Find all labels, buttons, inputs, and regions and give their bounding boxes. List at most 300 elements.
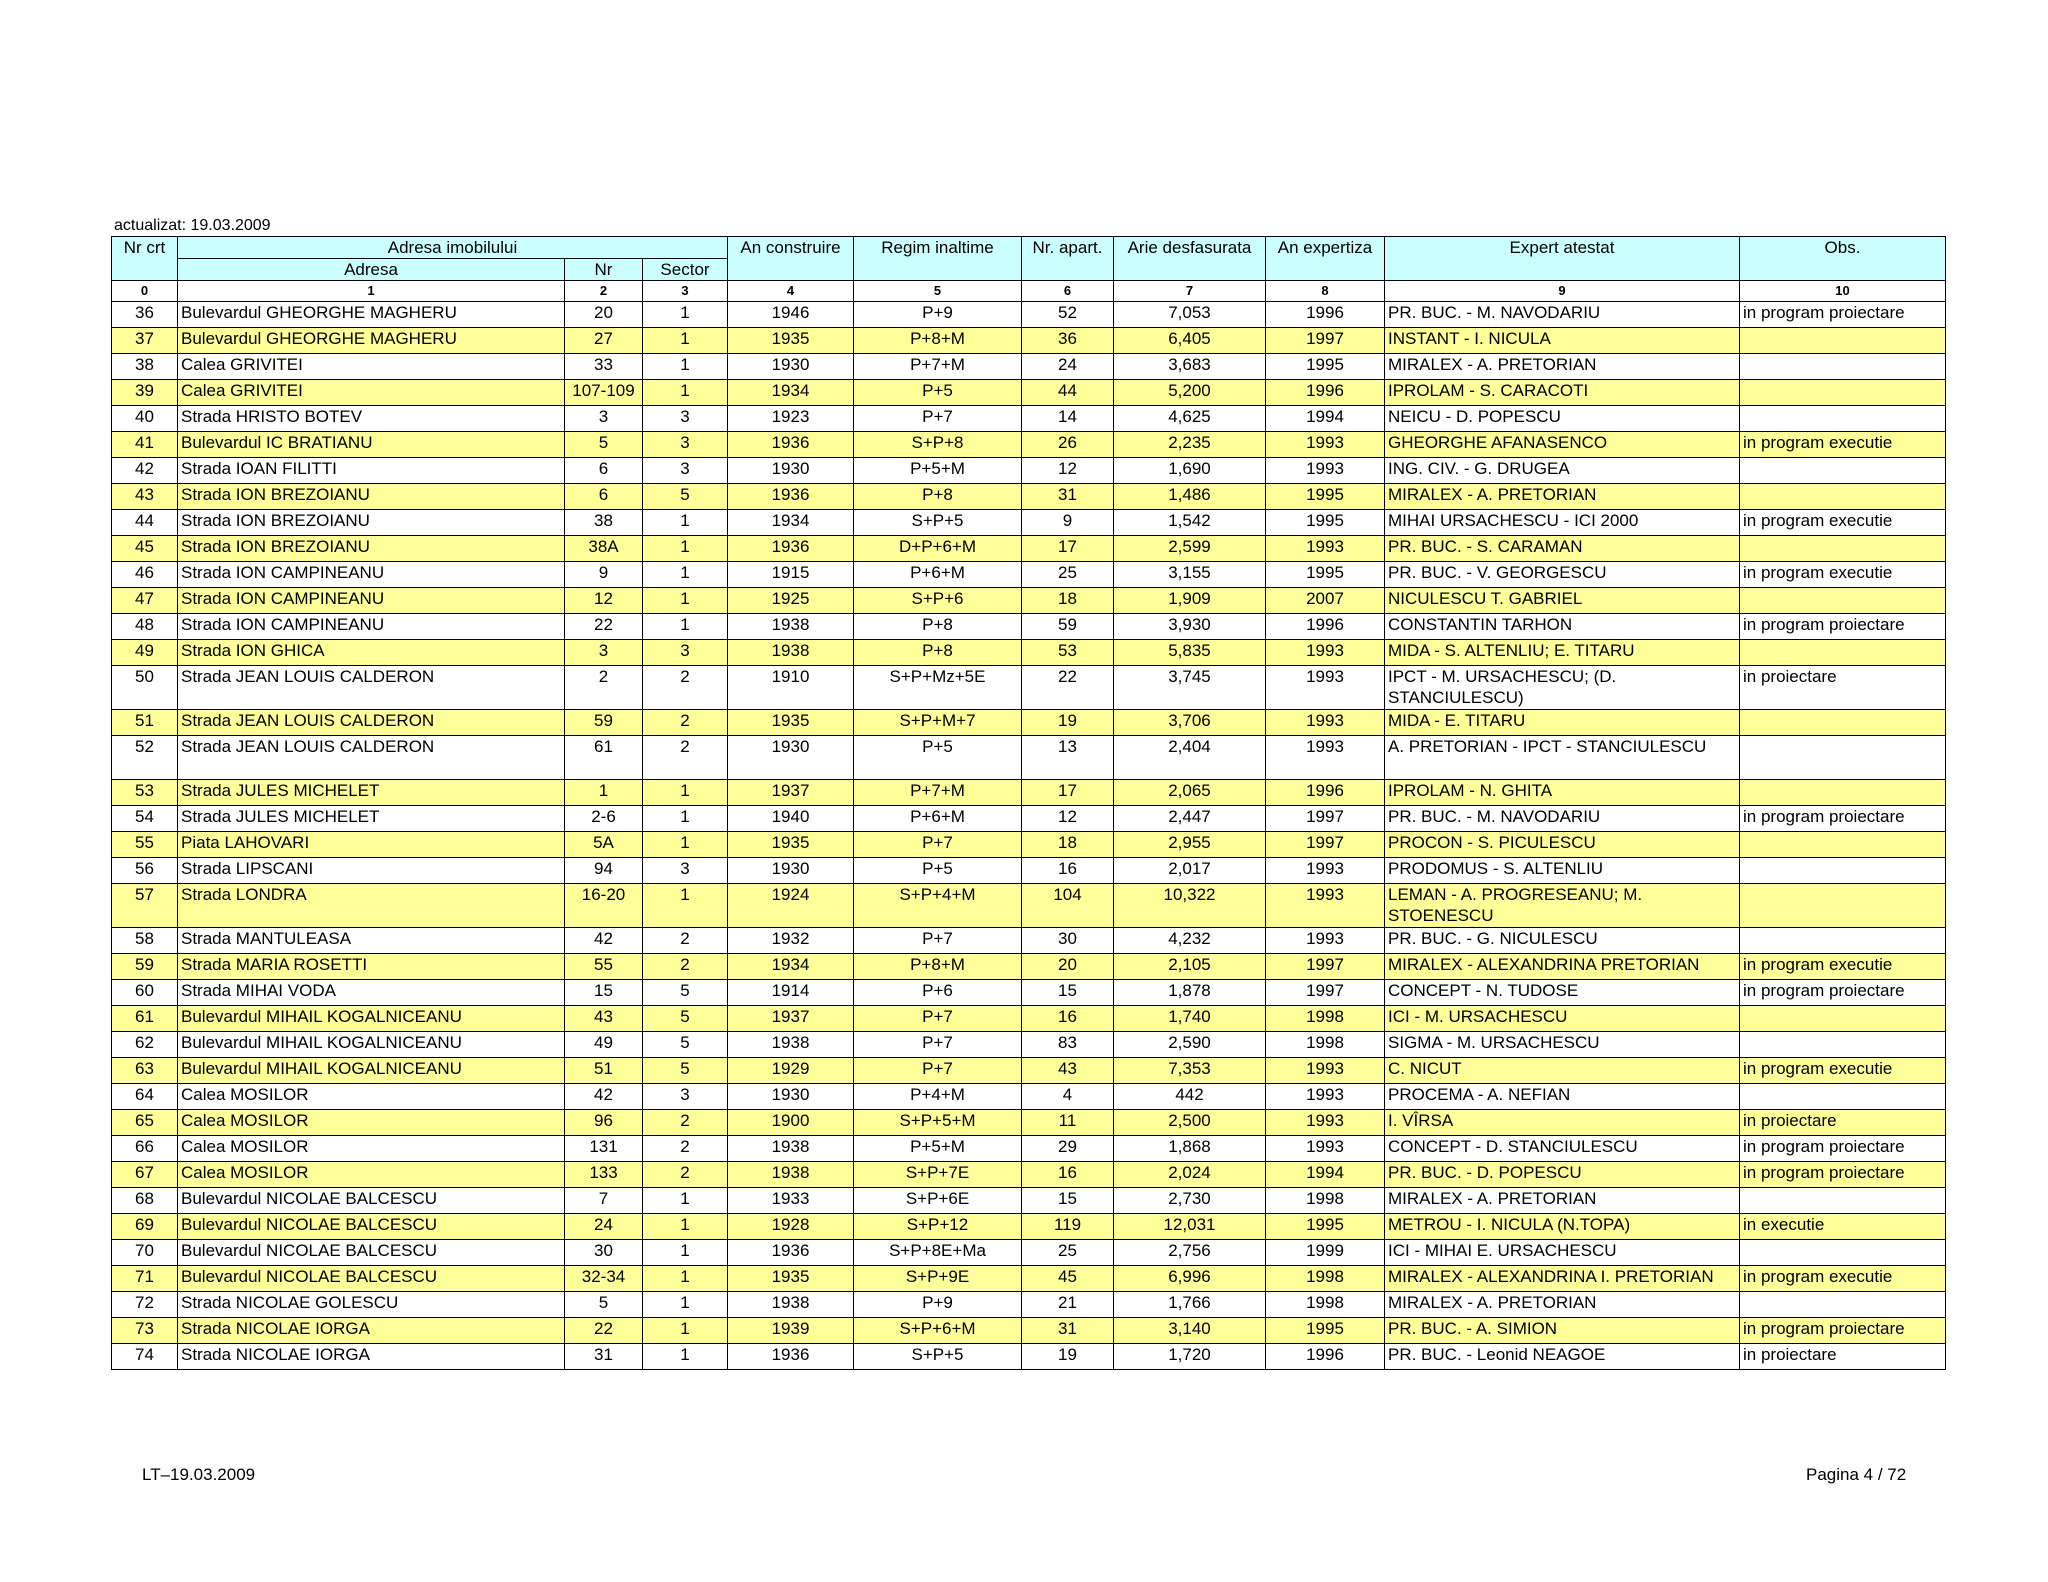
col-header-adresa-imobilului: Adresa imobilului xyxy=(178,237,728,259)
cell-nr-crt: 51 xyxy=(112,710,178,736)
cell-expert-atestat: IPCT - M. URSACHESCU; (D. STANCIULESCU) xyxy=(1385,666,1740,710)
cell-regim-inaltime: P+6 xyxy=(854,980,1022,1006)
cell-an-construire: 1930 xyxy=(728,1084,854,1110)
cell-nr-apart: 36 xyxy=(1022,328,1114,354)
cell-an-construire: 1938 xyxy=(728,1136,854,1162)
cell-an-expertiza: 1993 xyxy=(1266,1084,1385,1110)
cell-nr-apart: 16 xyxy=(1022,1162,1114,1188)
cell-adresa: Calea GRIVITEI xyxy=(178,354,565,380)
cell-expert-atestat: MIRALEX - ALEXANDRINA I. PRETORIAN xyxy=(1385,1266,1740,1292)
cell-an-construire: 1934 xyxy=(728,954,854,980)
cell-an-expertiza: 1997 xyxy=(1266,980,1385,1006)
cell-adresa: Strada IOAN FILITTI xyxy=(178,458,565,484)
cell-an-construire: 1938 xyxy=(728,1292,854,1318)
cell-arie-desfasurata: 1,766 xyxy=(1114,1292,1266,1318)
cell-adresa: Strada LIPSCANI xyxy=(178,858,565,884)
cell-adresa: Strada JEAN LOUIS CALDERON xyxy=(178,666,565,710)
cell-nr: 2 xyxy=(565,666,643,710)
cell-nr-crt: 73 xyxy=(112,1318,178,1344)
cell-nr: 7 xyxy=(565,1188,643,1214)
cell-nr-apart: 4 xyxy=(1022,1084,1114,1110)
cell-sector: 1 xyxy=(643,1214,728,1240)
cell-adresa: Calea MOSILOR xyxy=(178,1084,565,1110)
table-row xyxy=(112,1006,1946,1032)
cell-nr: 51 xyxy=(565,1058,643,1084)
cell-arie-desfasurata: 6,996 xyxy=(1114,1266,1266,1292)
cell-an-construire: 1936 xyxy=(728,1240,854,1266)
cell-obs: in program proiectare xyxy=(1740,1318,1946,1344)
cell-regim-inaltime: P+9 xyxy=(854,302,1022,328)
cell-an-expertiza: 1993 xyxy=(1266,884,1385,928)
cell-sector: 1 xyxy=(643,806,728,832)
cell-sector: 2 xyxy=(643,666,728,710)
cell-expert-atestat: PROCON - S. PICULESCU xyxy=(1385,832,1740,858)
cell-nr: 1 xyxy=(565,780,643,806)
cell-expert-atestat: PR. BUC. - G. NICULESCU xyxy=(1385,928,1740,954)
cell-adresa: Piata LAHOVARI xyxy=(178,832,565,858)
table-row xyxy=(112,328,1946,354)
cell-regim-inaltime: P+7 xyxy=(854,832,1022,858)
table-row xyxy=(112,780,1946,806)
cell-expert-atestat: GHEORGHE AFANASENCO xyxy=(1385,432,1740,458)
cell-arie-desfasurata: 442 xyxy=(1114,1084,1266,1110)
cell-expert-atestat: PR. BUC. - D. POPESCU xyxy=(1385,1162,1740,1188)
cell-an-construire: 1935 xyxy=(728,710,854,736)
cell-adresa: Strada ION CAMPINEANU xyxy=(178,562,565,588)
cell-regim-inaltime: S+P+5 xyxy=(854,1344,1022,1370)
cell-an-construire: 1923 xyxy=(728,406,854,432)
cell-arie-desfasurata: 1,720 xyxy=(1114,1344,1266,1370)
table-row xyxy=(112,354,1946,380)
table-row xyxy=(112,536,1946,562)
cell-expert-atestat: MIRALEX - A. PRETORIAN xyxy=(1385,484,1740,510)
cell-expert-atestat: MIDA - E. TITARU xyxy=(1385,710,1740,736)
cell-nr-crt: 40 xyxy=(112,406,178,432)
cell-nr: 22 xyxy=(565,1318,643,1344)
table-body xyxy=(112,302,1946,1370)
cell-nr-crt: 56 xyxy=(112,858,178,884)
cell-nr-crt: 57 xyxy=(112,884,178,928)
cell-an-construire: 1934 xyxy=(728,380,854,406)
table-row xyxy=(112,484,1946,510)
cell-an-construire: 1937 xyxy=(728,780,854,806)
column-number: 4 xyxy=(728,281,854,302)
cell-an-expertiza: 1996 xyxy=(1266,780,1385,806)
cell-obs xyxy=(1740,858,1946,884)
cell-nr-apart: 53 xyxy=(1022,640,1114,666)
cell-regim-inaltime: P+8+M xyxy=(854,328,1022,354)
cell-expert-atestat: PR. BUC. - Leonid NEAGOE xyxy=(1385,1344,1740,1370)
cell-nr: 16-20 xyxy=(565,884,643,928)
col-header-nr-apart: Nr. apart. xyxy=(1022,237,1114,281)
cell-adresa: Bulevardul MIHAIL KOGALNICEANU xyxy=(178,1032,565,1058)
table-row xyxy=(112,1266,1946,1292)
cell-nr-crt: 65 xyxy=(112,1110,178,1136)
table-row xyxy=(112,1110,1946,1136)
cell-nr-apart: 17 xyxy=(1022,536,1114,562)
cell-regim-inaltime: P+4+M xyxy=(854,1084,1022,1110)
cell-sector: 2 xyxy=(643,1136,728,1162)
column-number: 6 xyxy=(1022,281,1114,302)
cell-sector: 1 xyxy=(643,832,728,858)
cell-expert-atestat: LEMAN - A. PROGRESEANU; M. STOENESCU xyxy=(1385,884,1740,928)
table-row xyxy=(112,1084,1946,1110)
column-number-row xyxy=(112,281,1946,302)
cell-an-construire: 1928 xyxy=(728,1214,854,1240)
cell-nr-apart: 19 xyxy=(1022,710,1114,736)
cell-arie-desfasurata: 2,105 xyxy=(1114,954,1266,980)
cell-sector: 3 xyxy=(643,640,728,666)
cell-nr-crt: 63 xyxy=(112,1058,178,1084)
cell-arie-desfasurata: 2,024 xyxy=(1114,1162,1266,1188)
cell-obs: in program executie xyxy=(1740,432,1946,458)
cell-sector: 1 xyxy=(643,510,728,536)
cell-adresa: Strada NICOLAE GOLESCU xyxy=(178,1292,565,1318)
cell-nr-apart: 22 xyxy=(1022,666,1114,710)
column-number: 8 xyxy=(1266,281,1385,302)
cell-adresa: Strada ION BREZOIANU xyxy=(178,484,565,510)
col-header-an-construire: An construire xyxy=(728,237,854,281)
cell-an-expertiza: 1993 xyxy=(1266,736,1385,780)
cell-adresa: Strada JEAN LOUIS CALDERON xyxy=(178,710,565,736)
cell-expert-atestat: CONCEPT - D. STANCIULESCU xyxy=(1385,1136,1740,1162)
column-number: 9 xyxy=(1385,281,1740,302)
cell-nr-crt: 68 xyxy=(112,1188,178,1214)
cell-adresa: Calea GRIVITEI xyxy=(178,380,565,406)
cell-nr: 24 xyxy=(565,1214,643,1240)
cell-obs: in proiectare xyxy=(1740,1344,1946,1370)
cell-expert-atestat: MIRALEX - A. PRETORIAN xyxy=(1385,354,1740,380)
cell-nr-crt: 74 xyxy=(112,1344,178,1370)
footer-date: LT–19.03.2009 xyxy=(142,1465,256,1484)
cell-nr-crt: 49 xyxy=(112,640,178,666)
cell-obs: in program proiectare xyxy=(1740,302,1946,328)
cell-sector: 5 xyxy=(643,484,728,510)
table-row xyxy=(112,302,1946,328)
table-row xyxy=(112,954,1946,980)
cell-nr: 33 xyxy=(565,354,643,380)
cell-obs: in proiectare xyxy=(1740,666,1946,710)
cell-nr: 27 xyxy=(565,328,643,354)
cell-adresa: Strada MARIA ROSETTI xyxy=(178,954,565,980)
cell-obs: in program proiectare xyxy=(1740,614,1946,640)
cell-nr-crt: 58 xyxy=(112,928,178,954)
cell-arie-desfasurata: 4,625 xyxy=(1114,406,1266,432)
cell-sector: 3 xyxy=(643,858,728,884)
cell-adresa: Calea MOSILOR xyxy=(178,1110,565,1136)
cell-expert-atestat: MIRALEX - ALEXANDRINA PRETORIAN xyxy=(1385,954,1740,980)
cell-nr-crt: 71 xyxy=(112,1266,178,1292)
cell-nr-crt: 55 xyxy=(112,832,178,858)
cell-sector: 3 xyxy=(643,406,728,432)
cell-nr-crt: 42 xyxy=(112,458,178,484)
cell-regim-inaltime: S+P+6+M xyxy=(854,1318,1022,1344)
cell-regim-inaltime: P+7 xyxy=(854,1006,1022,1032)
column-number: 10 xyxy=(1740,281,1946,302)
cell-obs xyxy=(1740,832,1946,858)
cell-nr: 12 xyxy=(565,588,643,614)
cell-an-expertiza: 1998 xyxy=(1266,1006,1385,1032)
cell-regim-inaltime: S+P+6E xyxy=(854,1188,1022,1214)
cell-obs: in program executie xyxy=(1740,510,1946,536)
table-row xyxy=(112,640,1946,666)
cell-adresa: Strada NICOLAE IORGA xyxy=(178,1344,565,1370)
cell-nr-apart: 18 xyxy=(1022,832,1114,858)
cell-sector: 2 xyxy=(643,928,728,954)
cell-nr: 22 xyxy=(565,614,643,640)
cell-arie-desfasurata: 1,878 xyxy=(1114,980,1266,1006)
cell-an-construire: 1936 xyxy=(728,536,854,562)
cell-an-construire: 1910 xyxy=(728,666,854,710)
cell-nr-apart: 16 xyxy=(1022,1006,1114,1032)
cell-nr-crt: 38 xyxy=(112,354,178,380)
cell-an-construire: 1946 xyxy=(728,302,854,328)
cell-an-expertiza: 1993 xyxy=(1266,1110,1385,1136)
cell-regim-inaltime: P+5 xyxy=(854,736,1022,780)
cell-nr-apart: 119 xyxy=(1022,1214,1114,1240)
cell-adresa: Bulevardul NICOLAE BALCESCU xyxy=(178,1188,565,1214)
cell-an-construire: 1938 xyxy=(728,1162,854,1188)
cell-an-expertiza: 1996 xyxy=(1266,302,1385,328)
table-row xyxy=(112,1136,1946,1162)
cell-sector: 2 xyxy=(643,1110,728,1136)
cell-nr: 96 xyxy=(565,1110,643,1136)
table-row xyxy=(112,588,1946,614)
cell-an-expertiza: 1995 xyxy=(1266,510,1385,536)
col-header-nr-crt: Nr crt xyxy=(112,237,178,281)
cell-sector: 3 xyxy=(643,1084,728,1110)
cell-nr-crt: 46 xyxy=(112,562,178,588)
cell-adresa: Strada MANTULEASA xyxy=(178,928,565,954)
cell-arie-desfasurata: 1,486 xyxy=(1114,484,1266,510)
cell-expert-atestat: PRODOMUS - S. ALTENLIU xyxy=(1385,858,1740,884)
cell-adresa: Bulevardul IC BRATIANU xyxy=(178,432,565,458)
cell-nr: 30 xyxy=(565,1240,643,1266)
cell-obs xyxy=(1740,328,1946,354)
cell-nr-apart: 21 xyxy=(1022,1292,1114,1318)
cell-obs xyxy=(1740,1032,1946,1058)
cell-nr: 133 xyxy=(565,1162,643,1188)
cell-expert-atestat: PR. BUC. - A. SIMION xyxy=(1385,1318,1740,1344)
cell-arie-desfasurata: 2,756 xyxy=(1114,1240,1266,1266)
cell-sector: 2 xyxy=(643,954,728,980)
cell-expert-atestat: PROCEMA - A. NEFIAN xyxy=(1385,1084,1740,1110)
cell-expert-atestat: PR. BUC. - V. GEORGESCU xyxy=(1385,562,1740,588)
cell-obs xyxy=(1740,1240,1946,1266)
cell-nr-crt: 69 xyxy=(112,1214,178,1240)
cell-nr: 5 xyxy=(565,1292,643,1318)
cell-sector: 2 xyxy=(643,736,728,780)
cell-nr: 38 xyxy=(565,510,643,536)
cell-expert-atestat: ING. CIV. - G. DRUGEA xyxy=(1385,458,1740,484)
table-row xyxy=(112,1162,1946,1188)
cell-adresa: Strada ION CAMPINEANU xyxy=(178,588,565,614)
cell-regim-inaltime: P+8 xyxy=(854,484,1022,510)
cell-an-expertiza: 1993 xyxy=(1266,432,1385,458)
cell-obs xyxy=(1740,1188,1946,1214)
table-row xyxy=(112,1292,1946,1318)
cell-sector: 1 xyxy=(643,536,728,562)
cell-sector: 1 xyxy=(643,380,728,406)
cell-obs xyxy=(1740,536,1946,562)
cell-an-expertiza: 1995 xyxy=(1266,562,1385,588)
cell-regim-inaltime: D+P+6+M xyxy=(854,536,1022,562)
cell-an-expertiza: 1993 xyxy=(1266,536,1385,562)
cell-obs: in program proiectare xyxy=(1740,806,1946,832)
cell-nr-apart: 83 xyxy=(1022,1032,1114,1058)
cell-obs: in program executie xyxy=(1740,954,1946,980)
cell-obs xyxy=(1740,640,1946,666)
cell-nr: 49 xyxy=(565,1032,643,1058)
cell-nr: 32-34 xyxy=(565,1266,643,1292)
cell-sector: 1 xyxy=(643,354,728,380)
cell-nr-crt: 67 xyxy=(112,1162,178,1188)
cell-sector: 5 xyxy=(643,1006,728,1032)
cell-regim-inaltime: P+6+M xyxy=(854,806,1022,832)
cell-nr: 55 xyxy=(565,954,643,980)
cell-expert-atestat: I. VÎRSA xyxy=(1385,1110,1740,1136)
cell-nr: 9 xyxy=(565,562,643,588)
cell-obs xyxy=(1740,1006,1946,1032)
cell-an-expertiza: 1994 xyxy=(1266,1162,1385,1188)
cell-arie-desfasurata: 7,053 xyxy=(1114,302,1266,328)
cell-nr-apart: 26 xyxy=(1022,432,1114,458)
cell-expert-atestat: CONCEPT - N. TUDOSE xyxy=(1385,980,1740,1006)
cell-nr: 6 xyxy=(565,458,643,484)
cell-nr: 5 xyxy=(565,432,643,458)
cell-an-expertiza: 1997 xyxy=(1266,806,1385,832)
cell-adresa: Calea MOSILOR xyxy=(178,1136,565,1162)
col-header-adresa: Adresa xyxy=(178,259,565,281)
cell-an-expertiza: 1993 xyxy=(1266,458,1385,484)
cell-an-construire: 1929 xyxy=(728,1058,854,1084)
cell-arie-desfasurata: 2,599 xyxy=(1114,536,1266,562)
cell-arie-desfasurata: 2,065 xyxy=(1114,780,1266,806)
cell-an-expertiza: 1993 xyxy=(1266,858,1385,884)
cell-nr: 3 xyxy=(565,406,643,432)
cell-arie-desfasurata: 2,730 xyxy=(1114,1188,1266,1214)
cell-an-expertiza: 1995 xyxy=(1266,484,1385,510)
cell-expert-atestat: CONSTANTIN TARHON xyxy=(1385,614,1740,640)
cell-expert-atestat: MIRALEX - A. PRETORIAN xyxy=(1385,1292,1740,1318)
cell-obs: in program proiectare xyxy=(1740,1136,1946,1162)
table-row xyxy=(112,1188,1946,1214)
table-row xyxy=(112,832,1946,858)
table-row xyxy=(112,458,1946,484)
cell-obs xyxy=(1740,736,1946,780)
cell-regim-inaltime: P+7+M xyxy=(854,354,1022,380)
cell-regim-inaltime: S+P+9E xyxy=(854,1266,1022,1292)
cell-regim-inaltime: S+P+8 xyxy=(854,432,1022,458)
cell-sector: 2 xyxy=(643,1162,728,1188)
cell-regim-inaltime: S+P+M+7 xyxy=(854,710,1022,736)
table-row xyxy=(112,928,1946,954)
cell-adresa: Calea MOSILOR xyxy=(178,1162,565,1188)
cell-nr: 2-6 xyxy=(565,806,643,832)
cell-an-expertiza: 1993 xyxy=(1266,710,1385,736)
cell-sector: 3 xyxy=(643,458,728,484)
column-number: 0 xyxy=(112,281,178,302)
cell-an-expertiza: 1993 xyxy=(1266,640,1385,666)
cell-obs xyxy=(1740,458,1946,484)
cell-nr-apart: 15 xyxy=(1022,980,1114,1006)
cell-adresa: Strada ION BREZOIANU xyxy=(178,536,565,562)
cell-nr-crt: 47 xyxy=(112,588,178,614)
col-header-an-expertiza: An expertiza xyxy=(1266,237,1385,281)
cell-nr-apart: 30 xyxy=(1022,928,1114,954)
cell-arie-desfasurata: 2,017 xyxy=(1114,858,1266,884)
table-row xyxy=(112,614,1946,640)
cell-arie-desfasurata: 5,835 xyxy=(1114,640,1266,666)
cell-expert-atestat: PR. BUC. - M. NAVODARIU xyxy=(1385,806,1740,832)
cell-an-construire: 1936 xyxy=(728,484,854,510)
cell-nr-crt: 52 xyxy=(112,736,178,780)
cell-sector: 5 xyxy=(643,1032,728,1058)
cell-arie-desfasurata: 10,322 xyxy=(1114,884,1266,928)
cell-adresa: Bulevardul GHEORGHE MAGHERU xyxy=(178,328,565,354)
cell-nr-crt: 70 xyxy=(112,1240,178,1266)
cell-nr-apart: 17 xyxy=(1022,780,1114,806)
cell-nr: 42 xyxy=(565,1084,643,1110)
cell-nr: 3 xyxy=(565,640,643,666)
cell-nr-crt: 41 xyxy=(112,432,178,458)
cell-an-expertiza: 1999 xyxy=(1266,1240,1385,1266)
cell-nr-apart: 16 xyxy=(1022,858,1114,884)
cell-an-expertiza: 1996 xyxy=(1266,380,1385,406)
cell-nr: 38A xyxy=(565,536,643,562)
cell-an-expertiza: 1993 xyxy=(1266,1136,1385,1162)
cell-an-expertiza: 1996 xyxy=(1266,1344,1385,1370)
cell-obs xyxy=(1740,1084,1946,1110)
cell-adresa: Bulevardul GHEORGHE MAGHERU xyxy=(178,302,565,328)
cell-regim-inaltime: P+5+M xyxy=(854,1136,1022,1162)
cell-an-construire: 1930 xyxy=(728,858,854,884)
cell-nr-apart: 29 xyxy=(1022,1136,1114,1162)
cell-an-construire: 1900 xyxy=(728,1110,854,1136)
table-row xyxy=(112,1240,1946,1266)
cell-sector: 5 xyxy=(643,980,728,1006)
table-row xyxy=(112,510,1946,536)
cell-an-expertiza: 1996 xyxy=(1266,614,1385,640)
cell-adresa: Strada MIHAI VODA xyxy=(178,980,565,1006)
cell-nr-crt: 45 xyxy=(112,536,178,562)
cell-an-expertiza: 1993 xyxy=(1266,666,1385,710)
cell-nr-apart: 19 xyxy=(1022,1344,1114,1370)
cell-an-construire: 1924 xyxy=(728,884,854,928)
cell-obs: in program proiectare xyxy=(1740,1162,1946,1188)
cell-an-construire: 1935 xyxy=(728,328,854,354)
cell-arie-desfasurata: 1,909 xyxy=(1114,588,1266,614)
cell-an-expertiza: 1997 xyxy=(1266,832,1385,858)
cell-nr-apart: 43 xyxy=(1022,1058,1114,1084)
cell-arie-desfasurata: 6,405 xyxy=(1114,328,1266,354)
cell-sector: 1 xyxy=(643,884,728,928)
cell-adresa: Strada HRISTO BOTEV xyxy=(178,406,565,432)
cell-obs: in executie xyxy=(1740,1214,1946,1240)
cell-expert-atestat: IPROLAM - N. GHITA xyxy=(1385,780,1740,806)
cell-regim-inaltime: P+8+M xyxy=(854,954,1022,980)
cell-arie-desfasurata: 3,140 xyxy=(1114,1318,1266,1344)
cell-sector: 1 xyxy=(643,1292,728,1318)
cell-obs: in program executie xyxy=(1740,1266,1946,1292)
cell-an-construire: 1930 xyxy=(728,458,854,484)
cell-nr-crt: 59 xyxy=(112,954,178,980)
column-number: 3 xyxy=(643,281,728,302)
table-row xyxy=(112,884,1946,928)
cell-an-expertiza: 1994 xyxy=(1266,406,1385,432)
cell-nr-apart: 9 xyxy=(1022,510,1114,536)
cell-nr-crt: 62 xyxy=(112,1032,178,1058)
